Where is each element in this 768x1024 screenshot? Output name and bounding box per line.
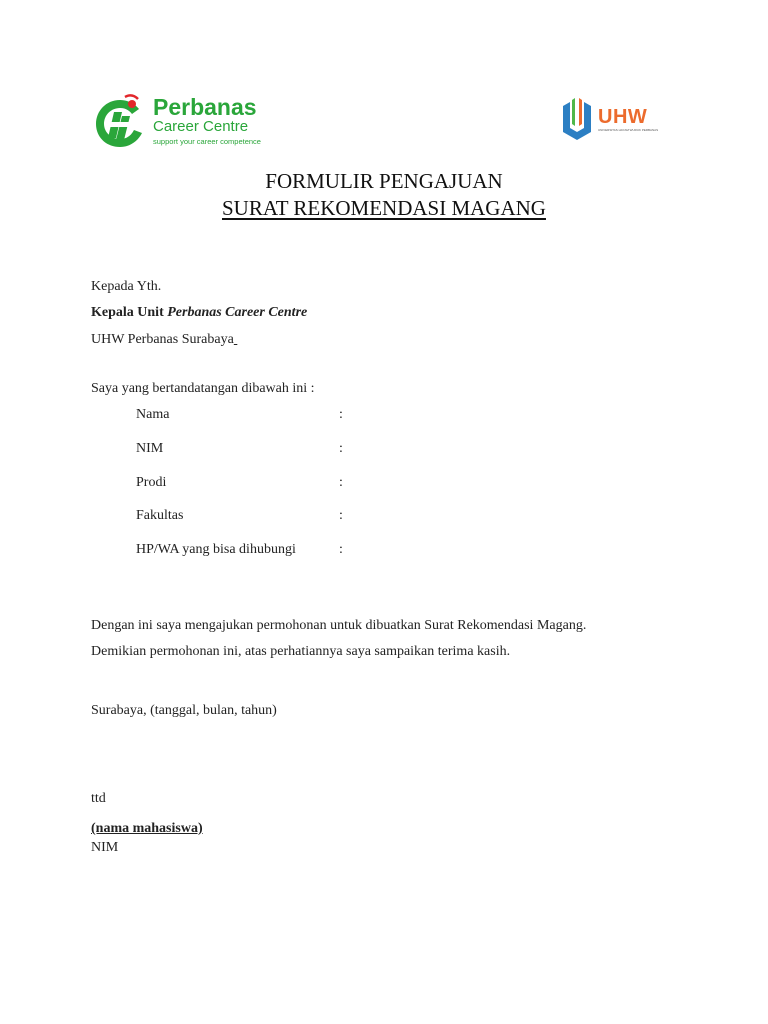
uhw-brand-subtitle: UNIVERSITAS HAYAM WURUK PERBANAS: [598, 128, 659, 132]
field-label-fakultas: Fakultas: [136, 508, 184, 523]
signature-student-name: (nama mahasiswa): [91, 821, 203, 836]
field-label-nama: Nama: [136, 407, 170, 422]
recipient-institution-name: UHW Perbanas Surabaya: [91, 332, 234, 347]
field-separator: :: [339, 542, 343, 557]
greeting: Kepada Yth.: [91, 279, 162, 294]
form-title-line-2-text: SURAT REKOMENDASI MAGANG: [222, 196, 546, 220]
perbanas-brand-name: Perbanas: [153, 94, 257, 120]
field-label-prodi: Prodi: [136, 475, 167, 490]
intro-text: Saya yang bertandatangan dibawah ini :: [91, 381, 315, 396]
signature-nim: NIM: [91, 840, 119, 855]
uhw-brand-name: UHW: [598, 106, 648, 128]
perbanas-brand-tagline: support your career competence: [153, 137, 261, 146]
perbanas-career-centre-logo: [92, 94, 272, 152]
request-paragraph-line-1: Dengan ini saya mengajukan permohonan untuk dibuatkan Surat Rekomendasi Magang.: [91, 618, 587, 633]
request-paragraph-line-2: Demikian permohonan ini, atas perhatiannya saya sampaikan terima kasih.: [91, 644, 511, 659]
recipient-unit-prefix: Kepala Unit: [91, 305, 164, 320]
recipient-institution: [91, 331, 237, 349]
uhw-logo: [560, 96, 672, 144]
uhw-logo-mark-icon: [560, 96, 594, 144]
recipient-unit-name: Perbanas Career Centre: [167, 305, 308, 320]
field-label-hp-wa: HP/WA yang bisa dihubungi: [136, 542, 296, 557]
field-separator: :: [339, 475, 343, 490]
signature-ttd: ttd: [91, 791, 106, 806]
field-separator: :: [339, 441, 343, 456]
perbanas-brand-subtitle: Career Centre: [153, 118, 249, 135]
form-title-line-1: FORMULIR PENGAJUAN: [265, 169, 503, 193]
recipient-institution-trailing: [234, 332, 238, 347]
field-label-nim: NIM: [136, 441, 164, 456]
place-date: Surabaya, (tanggal, bulan, tahun): [91, 703, 277, 718]
field-separator: :: [339, 508, 343, 523]
field-separator: :: [339, 407, 343, 422]
form-title-line-2: [0, 195, 768, 221]
recipient-unit: [91, 304, 307, 322]
perbanas-logo-mark-icon: [92, 94, 148, 152]
